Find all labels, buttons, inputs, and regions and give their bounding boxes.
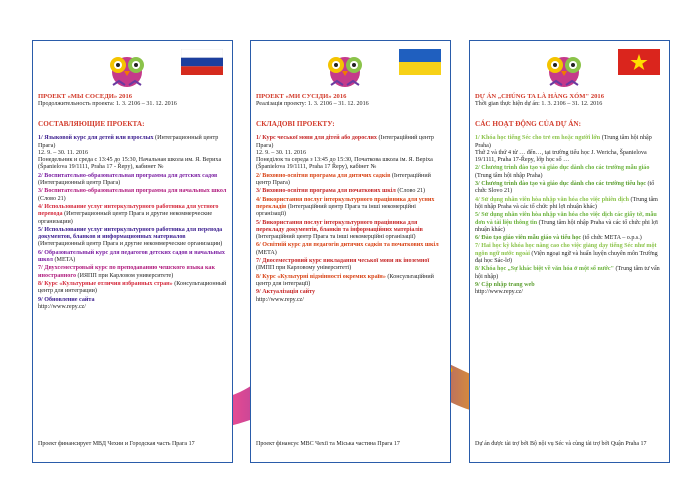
item-heading: 8/ Курс «Культурные отличия избранных стран» bbox=[38, 280, 173, 287]
project-item bbox=[475, 181, 665, 196]
item-details: (META) bbox=[52, 257, 76, 264]
item-details: (Консультаційний центр для інтеграції) bbox=[256, 273, 434, 287]
project-item bbox=[256, 258, 446, 273]
item-heading: 1/ Курс чеської мови для дітей або дорослих bbox=[256, 135, 377, 142]
project-item bbox=[38, 135, 228, 171]
project-item bbox=[256, 135, 446, 171]
project-item bbox=[256, 173, 446, 188]
project-item bbox=[256, 220, 446, 242]
owl-logo-icon bbox=[105, 47, 149, 89]
project-item bbox=[38, 204, 228, 226]
flag-ukraine-icon bbox=[399, 49, 441, 75]
funding-footer: Dự án được tài trợ bởi Bộ nội vụ Séc và cùng tài trợ bởi Quận Praha 17 bbox=[475, 440, 647, 447]
project-item bbox=[256, 188, 446, 195]
panel-content bbox=[38, 93, 228, 312]
project-item bbox=[475, 135, 665, 164]
item-heading: 4/ Використання послуг інтеркультурного працівника для усних перекладів bbox=[256, 196, 435, 210]
item-details: (Trung tâm hội nhập Praha) Thứ 2 và thứ 4 từ … đến…, tại trường tiểu học J. Wericha, Španielova 19/1111, Praha 17-Řepy, lớp học số … bbox=[475, 135, 652, 164]
item-heading: 4/ Sử dụng nhân viên hòa nhập văn hóa cho việc phiên dịch bbox=[475, 196, 630, 203]
panel-content bbox=[475, 93, 665, 298]
project-item bbox=[38, 250, 228, 265]
panel-russian bbox=[32, 40, 233, 463]
project-item bbox=[38, 265, 228, 280]
item-heading: 8/ Курс «Культурні відмінності окремих країн» bbox=[256, 273, 386, 280]
item-details: (Консультационный центр для интеграции) bbox=[38, 280, 227, 295]
item-details: (META) bbox=[256, 249, 277, 256]
item-heading: 4/ Использование услуг интеркультурного работника для устного перевода bbox=[38, 203, 219, 218]
item-heading: 2/ Chương trình đào tạo và giáo dục dành cho các trường mẫu giáo bbox=[475, 165, 650, 172]
project-item bbox=[38, 281, 228, 296]
item-heading: 6/ Освітній курс для педагогів дитячих садків та початкових шкіл bbox=[256, 242, 439, 249]
item-details: (tổ chức META – o.p.s.) bbox=[581, 235, 642, 242]
item-heading: 5/ Sử dụng nhân viên hòa nhập văn hóa cho việc dịch các giấy tờ, mẫu đơn và tài liệu thông tin bbox=[475, 212, 657, 226]
item-details: (ИЯПП при Карловом университете) bbox=[76, 272, 174, 279]
item-heading: 5/ Використання послуг інтеркультурного працівника для перекладу документів, бланків та інформаційних матеріалів bbox=[256, 219, 423, 233]
item-details: (Trung tâm hội nhập Praha và các tổ chức phi lợi nhuận khác) bbox=[475, 196, 658, 210]
item-details: http://www.repy.cz/ bbox=[38, 303, 86, 310]
item-details: http://www.repy.cz/ bbox=[256, 296, 304, 303]
project-title: ПРОЕКТ «МЫ СОСЕДИ» 2016 bbox=[38, 93, 133, 100]
item-heading: 3/ Воспитательно-образовательная программа для начальных школ bbox=[38, 188, 227, 195]
item-heading: 1/ Языковой курс для детей или взрослых bbox=[38, 135, 154, 142]
item-details: (Інтеграційний центр Прага та інші некомерційні організації) bbox=[256, 234, 416, 241]
project-item bbox=[38, 297, 228, 312]
item-details: (Интеграционный центр Прага и другие некоммерческие организации) bbox=[38, 241, 223, 248]
item-heading: 6/ Đào tạo giáo viên mẫu giáo và tiểu học bbox=[475, 235, 582, 242]
project-item bbox=[475, 212, 665, 234]
item-details: (Интеграционный центр Прага) 12. 9. – 30. 11. 2016 Понедельник и среда с 13:45 до 15:30, Начальная школа им. Я. Верихa (Španielova 19/1111, Praha 17 - Řepy), кабинет № bbox=[38, 135, 222, 171]
project-title: ПРОЕКТ «МИ СУСІДИ» 2016 bbox=[256, 93, 347, 100]
project-item bbox=[256, 289, 446, 304]
item-details: (Інтеграційний центр Прага) bbox=[256, 172, 431, 187]
panel-ukrainian bbox=[250, 40, 451, 463]
project-period: Продолжительность проекта: 1. 3. 2106 – 31. 12. 2016 bbox=[38, 101, 177, 107]
item-details: (Trung tâm tư vấn hội nhập) bbox=[475, 266, 660, 280]
project-item bbox=[475, 235, 665, 242]
item-heading: 8/ Khóa học „Sự khác biệt về văn hóa ở một số nước" bbox=[475, 266, 614, 273]
section-heading: СОСТАВЛЯЮЩИЕ ПРОЕКТА: bbox=[38, 120, 145, 129]
item-heading: 6/ Образовательный курс для педагогов детских садов и начальных школ bbox=[38, 249, 225, 264]
item-heading: 5/ Использование услуг интеркультурного работника для перевода документов, бланков и информационных материалов bbox=[38, 226, 223, 241]
item-heading: 7/ Двосеместровий курс викладання чеської мови як іноземної bbox=[256, 258, 430, 265]
project-item bbox=[256, 197, 446, 219]
funding-footer: Проект финансирует МВД Чехии и Городская часть Прага 17 bbox=[38, 440, 195, 447]
panel-content bbox=[256, 93, 446, 305]
project-item bbox=[38, 173, 228, 188]
item-heading: 3/ Chương trình đào tạo và giáo dục dành cho các trường tiểu học bbox=[475, 181, 646, 188]
item-heading: 3/ Виховно-освітня програма для початкових шкіл bbox=[256, 188, 396, 195]
item-heading: 7/ Двухсеместровый курс по преподаванию чешского языка как иностранного bbox=[38, 265, 215, 279]
item-details: (Інтеграційний центр Прага та інші некомерційні організації) bbox=[256, 203, 416, 218]
item-heading: 2/ Виховно-освітня програма для дитячих садків bbox=[256, 172, 391, 179]
flag-russia-icon bbox=[181, 49, 223, 75]
project-item bbox=[38, 227, 228, 249]
item-details: http://www.repy.cz/ bbox=[475, 289, 523, 296]
funding-footer: Проект фінансує МВС Чехії та Міська частина Прага 17 bbox=[256, 440, 400, 447]
project-period: Реалізація проекту: 1. 3. 2106 – 31. 12. 2016 bbox=[256, 101, 369, 107]
project-item bbox=[38, 188, 228, 203]
section-heading: СКЛАДОВІ ПРОЕКТУ: bbox=[256, 120, 335, 129]
item-heading: 9/ Актуалізація сайту bbox=[256, 289, 316, 296]
item-details: (Интеграционный центр Прага) bbox=[38, 180, 121, 187]
owl-logo-icon bbox=[323, 47, 367, 89]
project-item bbox=[475, 243, 665, 265]
project-item bbox=[475, 282, 665, 297]
panel-vietnamese bbox=[469, 40, 670, 463]
flag-vietnam-icon bbox=[618, 49, 660, 75]
item-details: (Viện ngoại ngữ và huấn luyện chuyên môn Trường đại học Sác-lơ) bbox=[475, 250, 658, 265]
item-details: (ІМПП при Карловому університеті) bbox=[256, 265, 352, 272]
item-details: (Trung tâm hội nhập Praha) bbox=[475, 172, 543, 179]
project-item bbox=[256, 274, 446, 289]
item-heading: 9/ Cập nhập trang web bbox=[475, 281, 535, 288]
item-details: (tổ chức Slovo 21) bbox=[475, 181, 655, 195]
project-item bbox=[475, 266, 665, 281]
item-heading: 9/ Обновление сайта bbox=[38, 296, 95, 303]
project-item bbox=[256, 242, 446, 257]
project-item bbox=[475, 197, 665, 212]
project-period: Thời gian thực hiện dự án: 1. 3. 2106 – 31. 12. 2016 bbox=[475, 101, 603, 107]
item-details: (Слово 21) bbox=[395, 188, 426, 195]
item-details: (Інтеграційний центр Прага) 12. 9. – 30. 11. 2016 Понеділок та середа з 13:45 до 15:30, Початкова школа ім. Я. Веріха (Španielova 19/1111, Praha 17 Řepy), кабінет № bbox=[256, 135, 434, 171]
item-heading: 7/ Hai học kỳ khóa học nâng cao cho việc giảng dạy tiếng Séc như một ngôn ngữ nước ngoài bbox=[475, 243, 657, 257]
section-heading: CÁC HOẠT ĐỘNG CỦA DỰ ÁN: bbox=[475, 120, 582, 129]
item-heading: 1/ Khóa học tiếng Séc cho trẻ em hoặc người lớn bbox=[475, 135, 601, 142]
item-details: (Интеграционный центр Прага и другие некоммерческие организации) bbox=[38, 211, 213, 225]
item-details: (Слово 21) bbox=[38, 195, 66, 202]
project-title: DỰ ÁN „CHÚNG TA LÀ HÀNG XÓM" 2016 bbox=[475, 93, 605, 100]
item-heading: 2/ Воспитательно-образовательная программа для детских садов bbox=[38, 172, 218, 179]
item-details: (Trung tâm hội nhập Praha và các tổ chức phi lợi nhuận khác) bbox=[475, 219, 658, 233]
owl-logo-icon bbox=[542, 47, 586, 89]
project-item bbox=[475, 165, 665, 180]
